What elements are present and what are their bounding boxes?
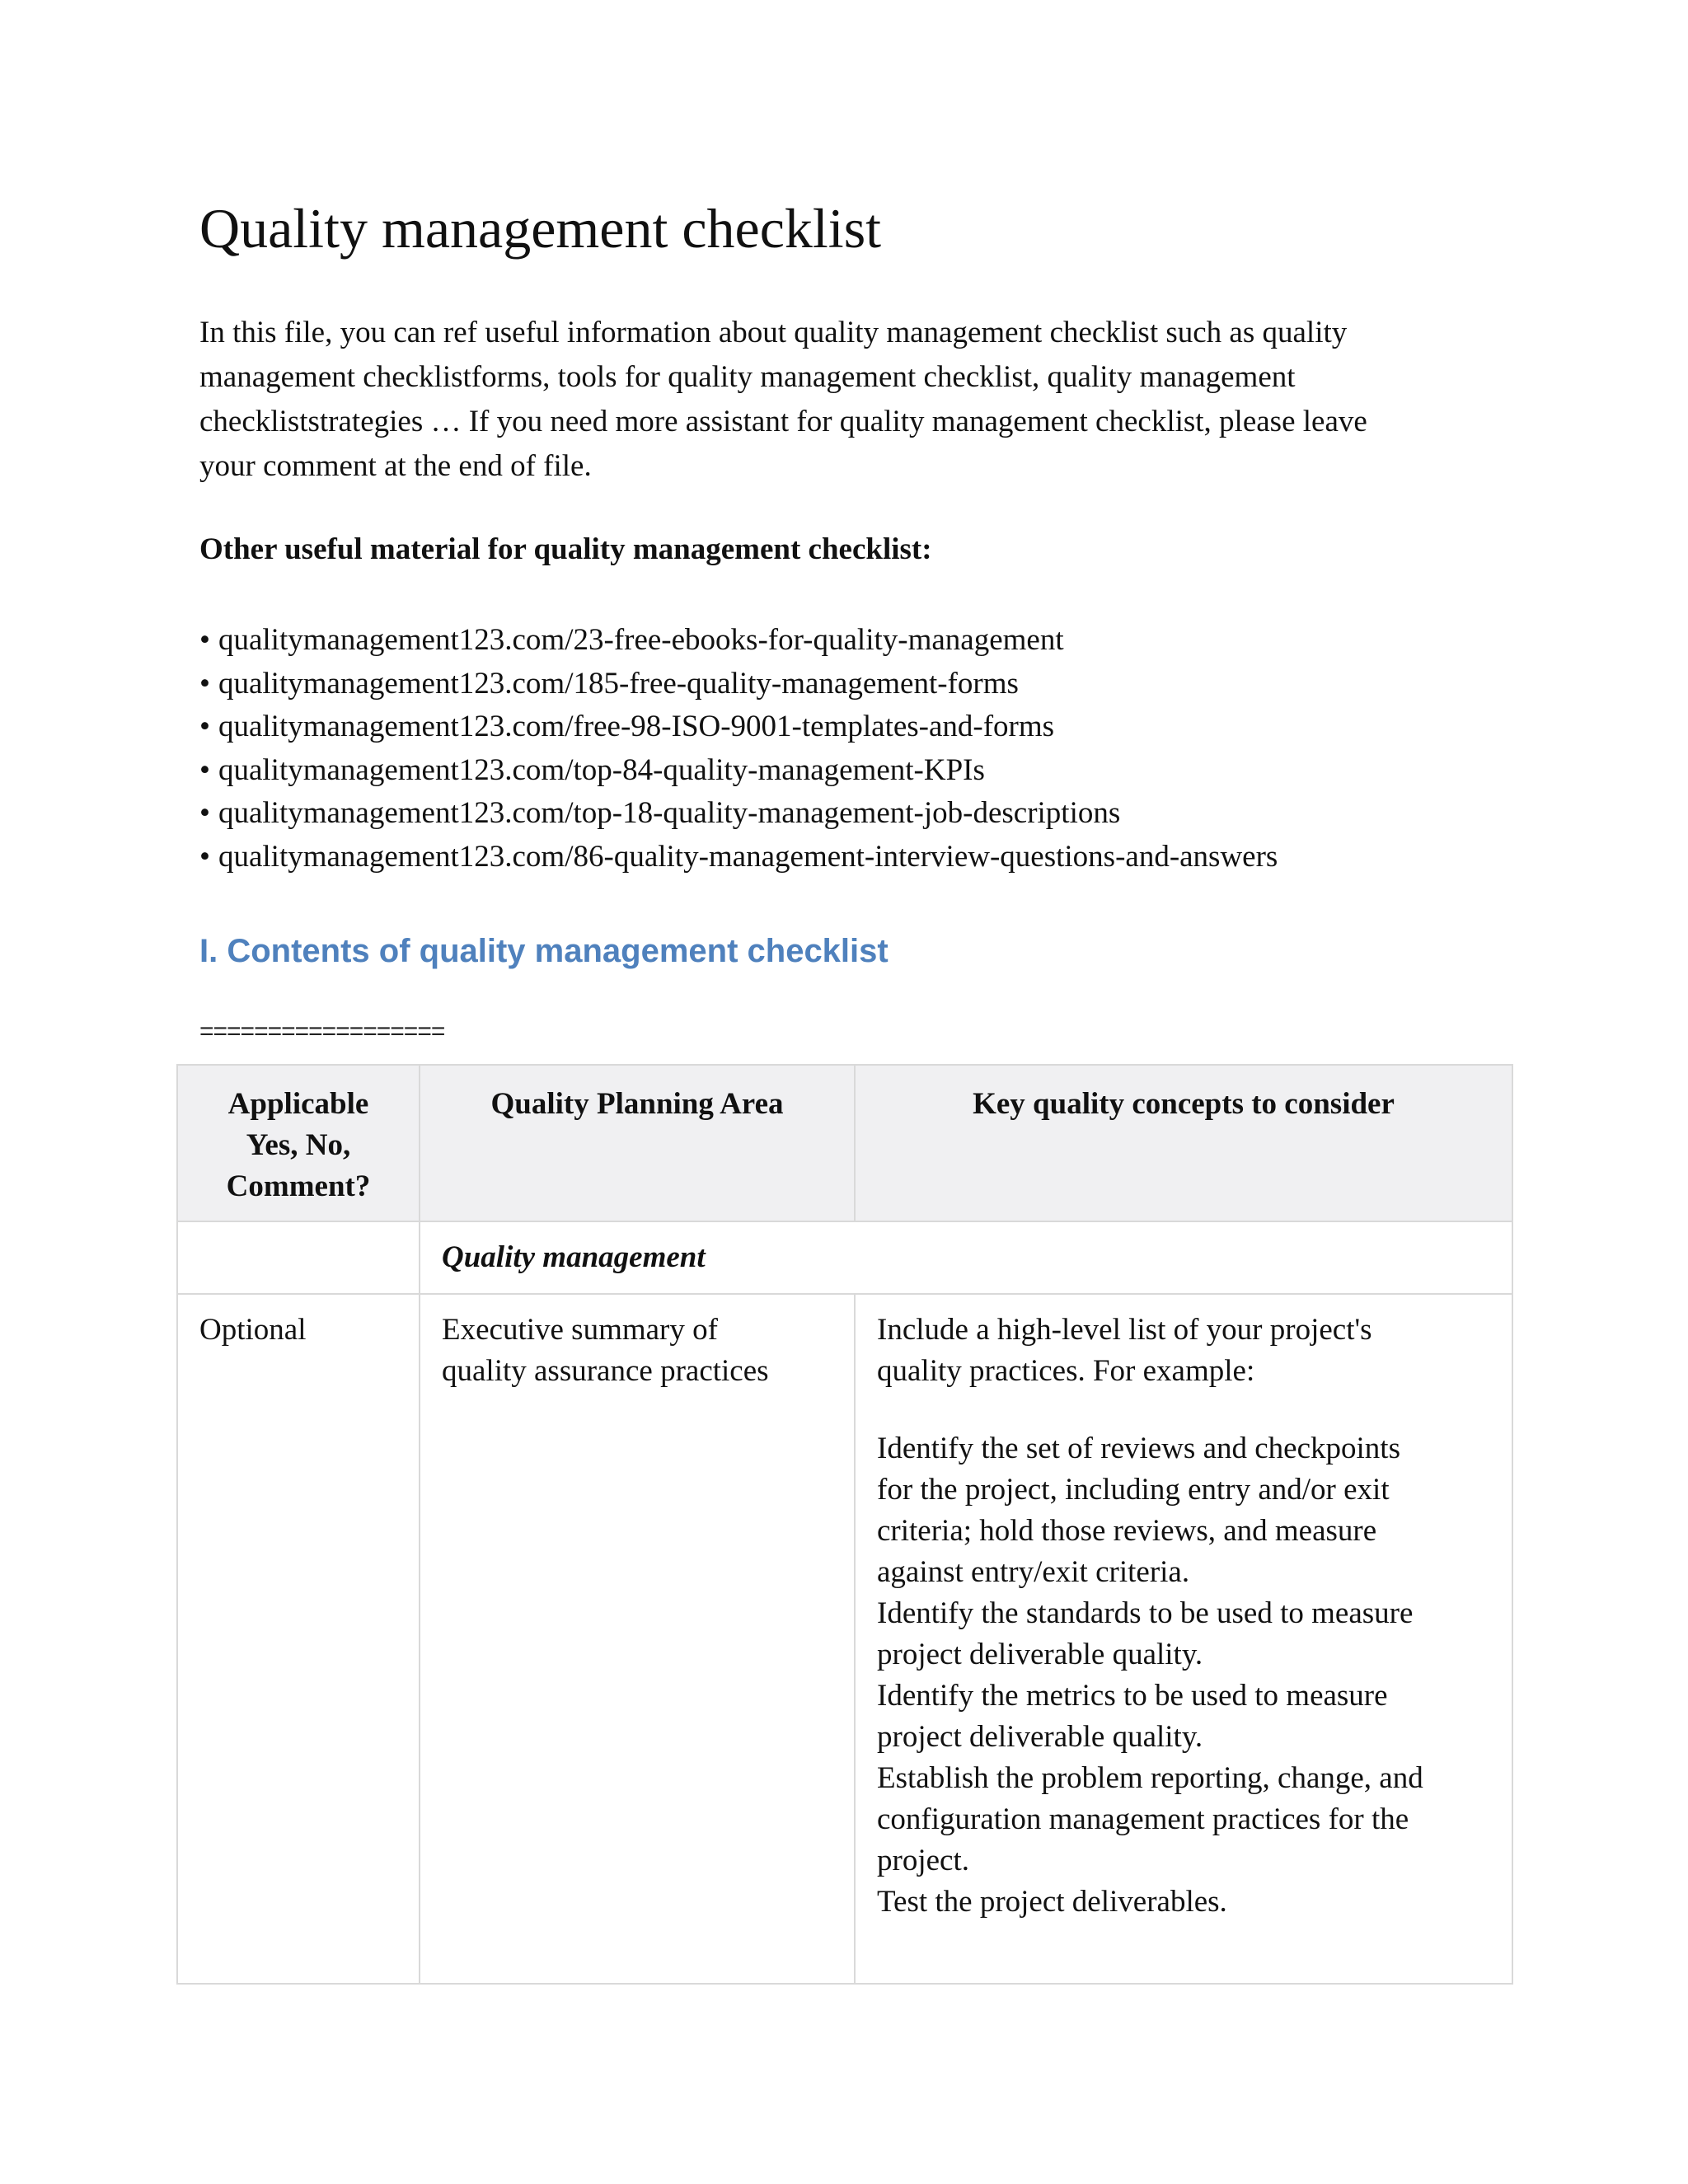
concept-item-line: Identify the metrics to be used to measure xyxy=(877,1679,1388,1713)
list-item xyxy=(199,749,1278,793)
group-empty-cell xyxy=(177,1221,420,1294)
concept-item-line: against entry/exit criteria. xyxy=(877,1555,1190,1589)
bullet-icon: • xyxy=(199,752,210,787)
area-cell xyxy=(420,1294,855,1984)
intro-line: checkliststrategies … If you need more assistant for quality management checklist, please leave xyxy=(199,405,1367,438)
separator-line: ================== xyxy=(199,1018,445,1045)
resource-link-list xyxy=(199,619,1278,879)
resource-link[interactable]: qualitymanagement123.com/185-free-quality-management-forms xyxy=(218,666,1019,701)
group-title: Quality management xyxy=(442,1240,706,1274)
intro-line: management checklistforms, tools for quality management checklist, quality management xyxy=(199,360,1296,394)
concept-item-line: for the project, including entry and/or exit xyxy=(877,1473,1390,1507)
resource-link[interactable]: qualitymanagement123.com/free-98-ISO-9001-templates-and-forms xyxy=(218,710,1055,743)
concept-item-line: project. xyxy=(877,1844,969,1877)
concept-intro-line: Include a high-level list of your project's xyxy=(877,1313,1372,1347)
concept-item-line: Identify the set of reviews and checkpoints xyxy=(877,1432,1400,1465)
list-item xyxy=(199,663,1278,706)
concept-intro-line: quality practices. For example: xyxy=(877,1354,1255,1388)
section-heading: I. Contents of quality management checklist xyxy=(199,933,889,969)
header-applicable-line: Comment? xyxy=(226,1169,371,1203)
concept-item-line: project deliverable quality. xyxy=(877,1638,1203,1671)
bullet-icon: • xyxy=(199,710,210,743)
concept-item-line: project deliverable quality. xyxy=(877,1720,1203,1754)
resource-link[interactable]: qualitymanagement123.com/86-quality-management-interview-questions-and-answers xyxy=(218,839,1278,874)
list-item xyxy=(199,836,1278,879)
header-applicable-line: Yes, No, xyxy=(246,1128,351,1162)
table-row xyxy=(177,1294,1512,1984)
list-item xyxy=(199,792,1278,836)
concept-item-line: criteria; hold those reviews, and measure xyxy=(877,1514,1377,1548)
bullet-icon: • xyxy=(199,666,210,701)
resource-link[interactable]: qualitymanagement123.com/top-84-quality-management-KPIs xyxy=(218,752,985,787)
resource-link[interactable]: qualitymanagement123.com/top-18-quality-management-job-descriptions xyxy=(218,796,1121,830)
page-title: Quality management checklist xyxy=(199,197,882,260)
bullet-icon: • xyxy=(199,623,210,657)
concept-item-line: Test the project deliverables. xyxy=(877,1885,1227,1919)
intro-line: your comment at the end of file. xyxy=(199,449,592,483)
concepts-cell xyxy=(855,1294,1512,1984)
header-concepts: Key quality concepts to consider xyxy=(855,1065,1512,1221)
intro-line: In this file, you can ref useful information about quality management checklist such as quality xyxy=(199,316,1348,349)
header-area: Quality Planning Area xyxy=(420,1065,855,1221)
table-group-row xyxy=(177,1221,1512,1294)
table-header-row xyxy=(177,1065,1512,1221)
list-item xyxy=(199,705,1278,749)
checklist-table xyxy=(176,1064,1513,1985)
applicable-cell: Optional xyxy=(177,1294,420,1984)
concept-item-line: Establish the problem reporting, change, and xyxy=(877,1761,1423,1795)
area-line: quality assurance practices xyxy=(442,1354,769,1388)
intro-paragraph xyxy=(199,311,1485,489)
concept-item-line: configuration management practices for the xyxy=(877,1802,1409,1836)
header-applicable xyxy=(177,1065,420,1221)
paragraph-gap xyxy=(877,1392,1490,1428)
header-applicable-line: Applicable xyxy=(227,1087,369,1121)
list-item xyxy=(199,619,1278,663)
area-line: Executive summary of xyxy=(442,1313,718,1347)
group-cell xyxy=(420,1221,1512,1294)
bullet-icon: • xyxy=(199,796,210,830)
bullet-icon: • xyxy=(199,839,210,874)
concept-item-line: Identify the standards to be used to measure xyxy=(877,1596,1414,1630)
resource-link[interactable]: qualitymanagement123.com/23-free-ebooks-for-quality-management xyxy=(218,623,1064,657)
material-heading: Other useful material for quality management checklist: xyxy=(199,532,932,566)
